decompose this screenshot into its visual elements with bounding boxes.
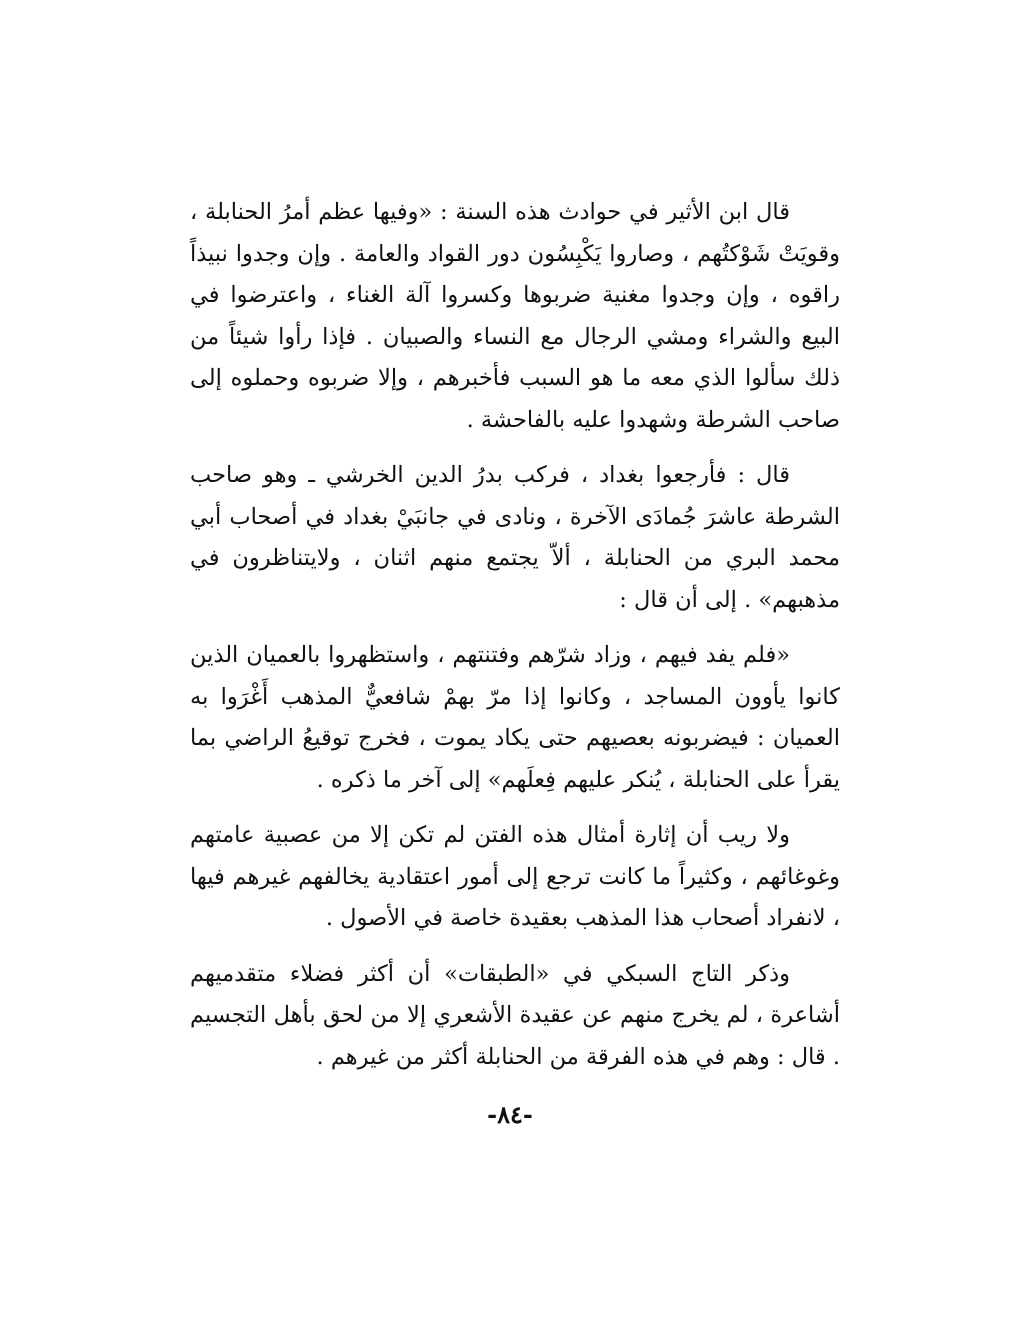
paragraph-blind-men-quote: «فلم يفد فيهم ، وزاد شرّهم وفتنتهم ، واستظهروا بالعميان الذين كانوا يأوون المساجد ، وكانوا إذا مرّ بهمْ شافعيٌّ المذهب أَغْرَوا به العميان : فيضربونه بعصيهم حتى يكاد يموت ، فخرج توقيعُ الراضي بما يقرأ على الحنابلة ، يُنكر عليهم فِعلَهم» إلى آخر ما ذكره . (190, 642, 840, 793)
paragraph-commentary-fitan: ولا ريب أن إثارة أمثال هذه الفتن لم تكن إلا من عصبية عامتهم وغوغائهم ، وكثيراً ما كانت ترجع إلى أمور اعتقادية يخالفهم غيرهم فيها ، لانفراد أصحاب هذا المذهب بعقيدة خاصة في الأصول . (190, 822, 840, 931)
paragraph-badr-al-din-khurshi: قال : فأرجعوا بغداد ، فركب بدرُ الدين الخرشي ـ وهو صاحب الشرطة عاشرَ جُمادَى الآخرة ، ونادى في جانبَيْ بغداد في أصحاب أبي محمد البري من الحنابلة ، ألاّ يجتمع منهم اثنان ، ولايتناظرون في مذهبهم» . إلى أن قال : (190, 462, 840, 613)
page-number: -٨٤- (487, 1100, 533, 1129)
paragraph-ibn-al-athir-quote: قال ابن الأثير في حوادث هذه السنة : «وفيها عظم أمرُ الحنابلة ، وقويَتْ شَوْكتُهم ، وصاروا يَكْبِسُون دور القواد والعامة . وإن وجدوا نبيذاً راقوه ، وإن وجدوا مغنية ضربوها وكسروا آلة الغناء ، واعترضوا في البيع والشراء ومشي الرجال مع النساء والصبيان . فإذا رأوا شيئاً من ذلك سألوا الذي معه ما هو السبب فأخبرهم ، وإلا ضربوه وحملوه إلى صاحب الشرطة وشهدوا عليه بالفاحشة . (190, 199, 840, 433)
body-text (190, 192, 840, 1092)
paragraph-subki-tabaqat: وذكر التاج السبكي في «الطبقات» أن أكثر فضلاء متقدميهم أشاعرة ، لم يخرج منهم عن عقيدة الأشعري إلا من لحق بأهل التجسيم . قال : وهم في هذه الفرقة من الحنابلة أكثر من غيرهم . (190, 960, 840, 1070)
